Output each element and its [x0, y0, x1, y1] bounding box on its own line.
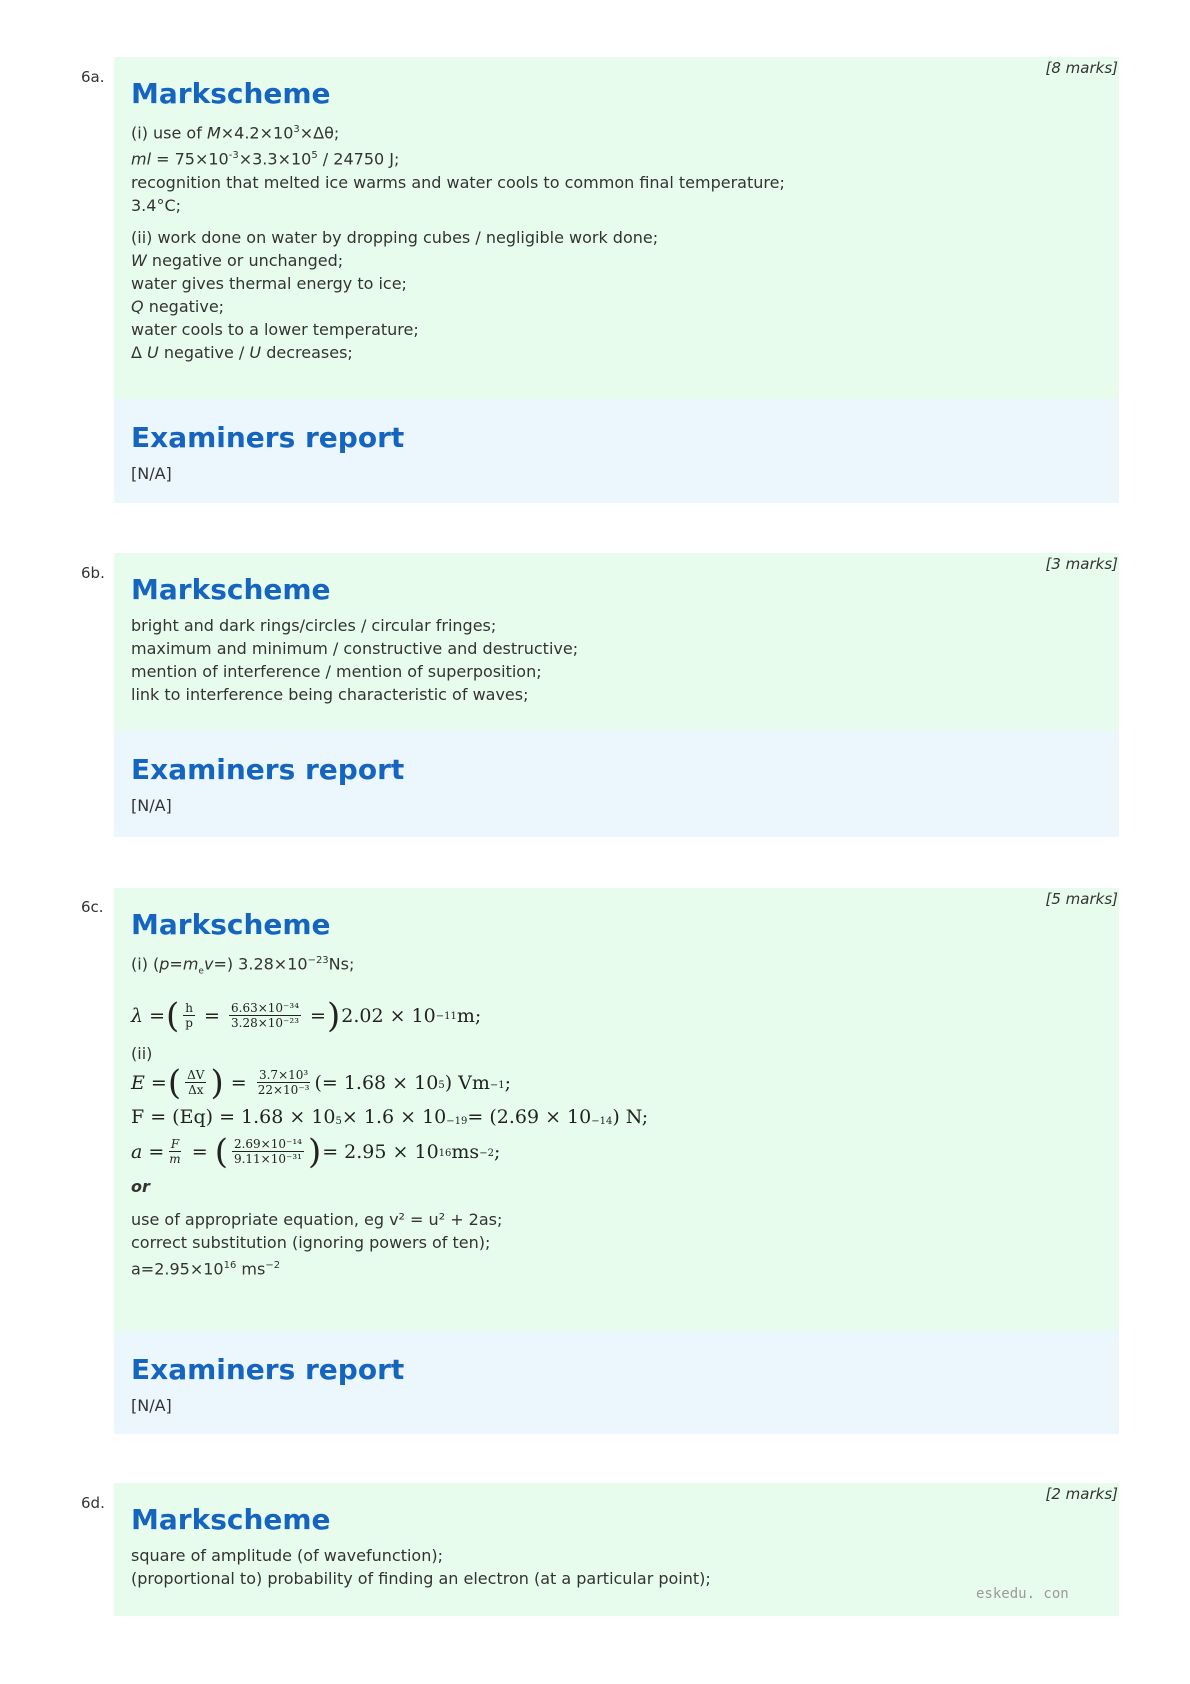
markscheme-heading: Markscheme: [131, 77, 331, 110]
markscheme-heading: Markscheme: [131, 573, 331, 606]
examiners-report-text: [N/A]: [131, 464, 172, 483]
markscheme-6b: [114, 553, 1119, 731]
examiners-report-text: [N/A]: [131, 796, 172, 815]
ms-6a-line-6: W negative or unchanged;: [131, 250, 344, 270]
ms-6c-or: or: [131, 1176, 150, 1196]
examiners-report-heading: Examiners report: [131, 1353, 405, 1386]
ms-6c-alt-line-1: use of appropriate equation, eg v² = u² + 2as;: [131, 1209, 503, 1229]
ms-6d-line-2: (proportional to) probability of finding an electron (at a particular point);: [131, 1569, 711, 1588]
ms-6c-momentum: (i) $(p=m_ev=)$ $3.28\times 10^{-23}Ns$;: [131, 954, 355, 977]
markscheme-6d: [114, 1483, 1119, 1616]
markscheme-heading: Markscheme: [131, 1503, 331, 1536]
ms-6c-acceleration-equation: a = $\frac{F}{m}$ = ( $\frac{\text{2.69×10⁻¹⁴}}{\text{9.11×10⁻³¹}}$ ) = 2.95 × 10 16 ms −2 ;: [131, 1131, 501, 1172]
ms-6a-line-7: water gives thermal energy to ice;: [131, 273, 407, 293]
markscheme-6a: [114, 57, 1119, 399]
ms-6c-part-ii: (ii): [131, 1043, 153, 1063]
ms-6a-line-1: (i) use of $M\times 4.2\times 10^3\times\Delta\theta$;: [131, 123, 340, 143]
question-number-6d: 6d.: [81, 1494, 105, 1512]
watermark-bottom: eskedu. con: [976, 1586, 1069, 1602]
marks-6d: [2 marks]: [1045, 1485, 1118, 1503]
ms-6b-line-4: link to interference being characteristic of waves;: [131, 685, 529, 704]
markscheme-6c: [114, 888, 1119, 1331]
examiners-report-6b: [114, 731, 1119, 837]
ms-6c-alt-line-3: $a=2.95\times 10^{16}$ $ms^{-2}$: [131, 1258, 281, 1278]
question-number-6a: 6a.: [81, 68, 105, 86]
marks-6a: [8 marks]: [1045, 59, 1118, 77]
ms-6a-line-3: recognition that melted ice warms and water cools to common final temperature;: [131, 172, 785, 192]
markscheme-heading: Markscheme: [131, 908, 331, 941]
ms-6a-line-2: ml = $75\times 10^{-3}\times 3.3\times 10^5 / 24750$ J;: [131, 149, 400, 169]
ms-6a-line-9: water cools to a lower temperature;: [131, 319, 419, 339]
ms-6d-line-1: square of amplitude (of wavefunction);: [131, 1546, 443, 1565]
ms-6b-line-3: mention of interference / mention of superposition;: [131, 662, 542, 681]
examiners-report-6c: [114, 1331, 1119, 1434]
examiners-report-heading: Examiners report: [131, 421, 405, 454]
ms-6c-alt-line-2: correct substitution (ignoring powers of ten);: [131, 1232, 491, 1252]
examiners-report-6a: [114, 399, 1119, 503]
ms-6a-line-4: 3.4°C;: [131, 195, 182, 215]
marks-6b: [3 marks]: [1045, 555, 1118, 573]
marks-6c: [5 marks]: [1045, 890, 1118, 908]
examiners-report-text: [N/A]: [131, 1396, 172, 1415]
ms-6a-line-8: Q negative;: [131, 296, 225, 316]
ms-6c-wavelength-equation: λ = ( $\frac{h}{p}$ = $\frac{\text{6.63×10⁻³⁴}}{\text{3.28×10⁻²³}}$ = ) 2.02 × 10 −11 m;: [131, 995, 482, 1036]
ms-6b-line-1: bright and dark rings/circles / circular fringes;: [131, 616, 497, 635]
ms-6a-line-10: Δ U negative / U decreases;: [131, 342, 353, 362]
question-number-6c: 6c.: [81, 898, 104, 916]
ms-6c-field-equation: E = ( $\frac{\Delta V}{\Delta x}$ ) = $\frac{\text{3.7×10³}}{\text{22×10⁻³}}$ (= 1.68 × 10 5 ) Vm −1 ;: [131, 1062, 512, 1103]
question-number-6b: 6b.: [81, 564, 105, 582]
ms-6b-line-2: maximum and minimum / constructive and destructive;: [131, 639, 579, 658]
ms-6c-force-equation: F = (Eq) = 1.68 × 10 $_5$ × 1.6 × 10 $_{-19}$ = (2.69 × 10 $_{-14}$ ) N;: [131, 1105, 649, 1128]
examiners-report-heading: Examiners report: [131, 753, 405, 786]
ms-6a-line-5: (ii) work done on water by dropping cubes / negligible work done;: [131, 227, 659, 247]
